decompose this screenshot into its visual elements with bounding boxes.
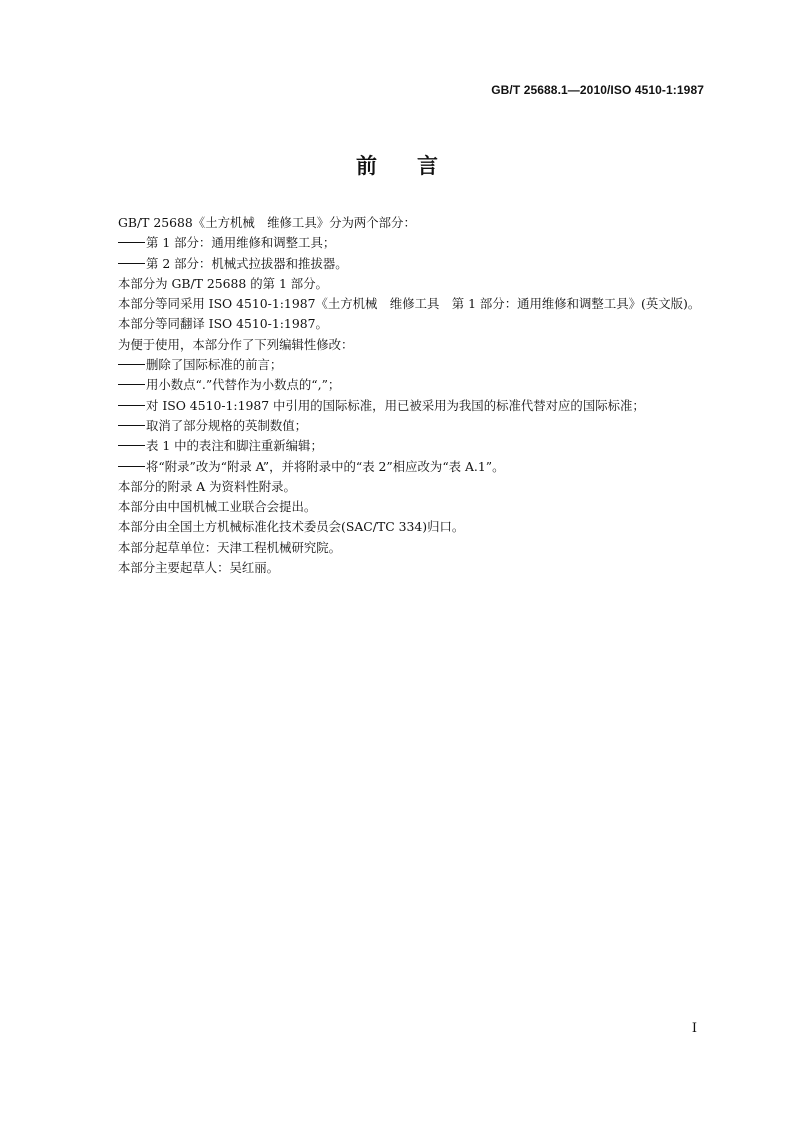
paragraph	[90, 274, 708, 294]
em-dash-mark	[118, 445, 145, 446]
list-item	[90, 416, 708, 436]
paragraph-text: 本部分由中国机械工业联合会提出。	[118, 499, 317, 515]
list-item	[90, 457, 708, 477]
paragraph	[90, 477, 708, 497]
list-item	[90, 436, 708, 456]
em-dash-mark	[118, 384, 145, 385]
list-item	[90, 254, 708, 274]
paragraph-text: 用小数点“.”代替作为小数点的“,”；	[146, 377, 341, 393]
paragraph-text: 对 ISO 4510-1:1987 中引用的国际标准，用已被采用为我国的标准代替对应的国际标准；	[146, 397, 645, 413]
paragraph-text: 本部分主要起草人：吴红丽。	[118, 560, 280, 576]
em-dash-mark	[118, 364, 145, 365]
list-item	[90, 396, 708, 416]
em-dash-mark	[118, 405, 145, 406]
paragraph	[90, 294, 708, 314]
paragraph	[90, 314, 708, 334]
paragraph-text: 取消了部分规格的英制数值；	[146, 417, 308, 433]
paragraph-text: 第 1 部分：通用维修和调整工具；	[146, 235, 336, 251]
paragraph-text: 将“附录”改为“附录 A”，并将附录中的“表 2”相应改为“表 A.1”。	[146, 458, 505, 474]
list-item	[90, 233, 708, 253]
em-dash-mark	[118, 425, 145, 426]
paragraph-text: 本部分的附录 A 为资料性附录。	[118, 478, 296, 494]
paragraph	[90, 213, 708, 233]
paragraph	[90, 538, 708, 558]
list-item	[90, 375, 708, 395]
em-dash-mark	[118, 263, 145, 264]
paragraph-text: 本部分为 GB/T 25688 的第 1 部分。	[118, 275, 328, 291]
page-title: 前言	[356, 154, 478, 178]
paragraph-text: 为便于使用，本部分作了下列编辑性修改：	[118, 336, 354, 352]
paragraph-text: 本部分由全国土方机械标准化技术委员会(SAC/TC 334)归口。	[118, 519, 465, 535]
paragraph-text: 本部分等同翻译 ISO 4510-1:1987。	[118, 316, 328, 332]
page-number: I	[691, 1021, 697, 1036]
paragraph	[90, 558, 708, 578]
paragraph-text: 本部分起草单位：天津工程机械研究院。	[118, 539, 342, 555]
paragraph-text: 删除了国际标准的前言；	[146, 357, 283, 373]
paragraph-text: 表 1 中的表注和脚注重新编辑；	[146, 438, 323, 454]
paragraph-text: 本部分等同采用 ISO 4510-1:1987《土方机械 维修工具 第 1 部分：通用维修和调整工具》(英文版)。	[118, 296, 701, 312]
standard-number-header: GB/T 25688.1—2010/ISO 4510-1:1987	[491, 83, 704, 97]
paragraph-text: 第 2 部分：机械式拉拔器和推拔器。	[146, 255, 348, 271]
paragraph	[90, 517, 708, 537]
em-dash-mark	[118, 466, 145, 467]
em-dash-mark	[118, 242, 145, 243]
foreword-body	[90, 213, 708, 578]
paragraph	[90, 497, 708, 517]
paragraph-text: GB/T 25688《土方机械 维修工具》分为两个部分：	[118, 215, 416, 230]
paragraph	[90, 335, 708, 355]
list-item	[90, 355, 708, 375]
